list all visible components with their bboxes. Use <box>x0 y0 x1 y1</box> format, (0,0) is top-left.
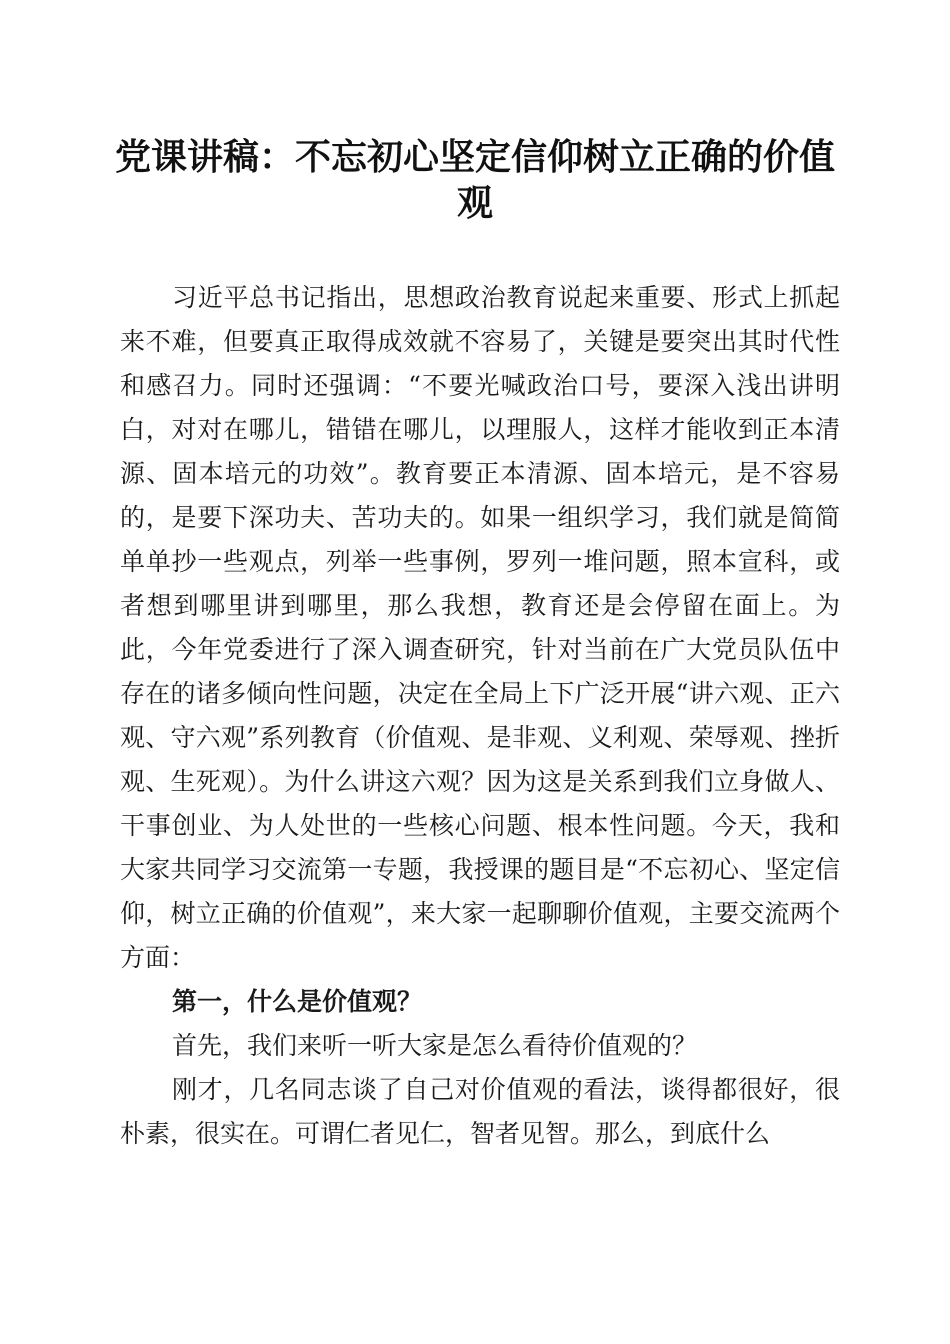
document-title: 党课讲稿：不忘初心坚定信仰树立正确的价值观 <box>114 136 835 224</box>
document-body <box>120 276 840 1156</box>
section-heading: 第一，什么是价值观？ <box>172 987 423 1016</box>
paragraph-discussion: 刚才，几名同志谈了自己对价值观的看法，谈得都很好，很朴素，很实在。可谓仁者见仁，智者见智。那么，到底什么 <box>120 1075 840 1148</box>
paragraph-question: 首先，我们来听一听大家是怎么看待价值观的？ <box>172 1031 698 1060</box>
paragraph-intro: 习近平总书记指出，思想政治教育说起来重要、形式上抓起来不难，但要真正取得成效就不容易了，关键是要突出其时代性和感召力。同时还强调：“不要光喊政治口号，要深入浅出讲明白，对对在哪儿，错错在哪儿，以理服人，这样才能收到正本清源、固本培元的功效”。教育要正本清源、固本培元，是不容易的，是要下深功夫、苦功夫的。如果一组织学习，我们就是简简单单抄一些观点，列举一些事例，罗列一堆问题，照本宣科，或者想到哪里讲到哪里，那么我想，教育还是会停留在面上。为此，今年党委进行了深入调查研究，针对当前在广大党员队伍中存在的诸多倾向性问题，决定在全局上下广泛开展“讲六观、正六观、守六观”系列教育（价值观、是非观、义利观、荣辱观、挫折观、生死观）。为什么讲这六观？因为这是关系到我们立身做人、干事创业、为人处世的一些核心问题、根本性问题。今天，我和大家共同学习交流第一专题，我授课的题目是“不忘初心、坚定信仰，树立正确的价值观”，来大家一起聊聊价值观，主要交流两个方面： <box>120 283 840 972</box>
